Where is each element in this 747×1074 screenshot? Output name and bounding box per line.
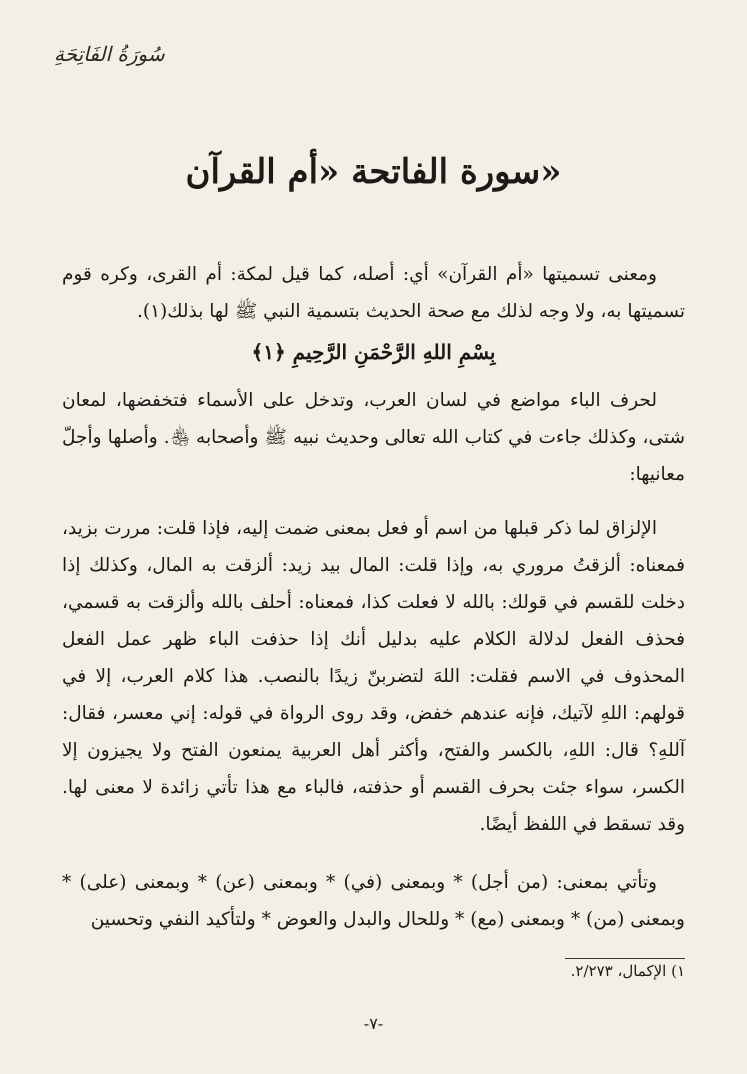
paragraph-ilzaq: الإلزاق لما ذكر قبلها من اسم أو فعل بمعنى ضمت إليه، فإذا قلت: مررت بزيد، فمعناه: ألزقتُ مروري به، وإذا قلت: المال بيد زيد: ألزقت به المال، وكذلك إذا دخلت للقسم في قولك: بالله لا فعلت كذا، فمعناه: أحلف بالله وألزقت به قسمي، فحذف الفعل لدلالة الكلام عليه بدليل أنك إذا حذفت الباء ظهر عمل الفعل المحذوف في الاسم فقلت: اللهَ لتضربنّ زيدًا بالنصب. هذا كلام العرب، إلا في قولهم: اللهِ لآتيك، فإنه عندهم خفض، وقد روى الرواة في قوله: إني معسر، فقال: آللهِ؟ قال: اللهِ، بالكسر والفتح، وأكثر أهل العربية يمنعون الفتح ولا يجيزون إلا الكسر، سواء جئت بحرف القسم أو حذفته، فالباء مع هذا تأتي زائدة لا معنى لها. وقد تسقط في اللفظ أيضًا. — [62, 518, 685, 835]
paragraph-meanings: وتأتي بمعنى: (من أجل) * وبمعنى (في) * وبمعنى (عن) * وبمعنى (على) * وبمعنى (من) * وبمعنى (مع) * وللحال والبدل والعوض * ولتأكيد النفي وتحسين — [62, 872, 685, 930]
chapter-title: سورة الفاتحة «أم القرآن» — [185, 152, 562, 192]
page-number: -٧- — [363, 1014, 384, 1033]
paragraph-ba: لحرف الباء مواضع في لسان العرب، وتدخل على الأسماء فتخفضها، لمعان شتى، وكذلك جاءت في كتاب الله تعالى وحديث نبيه ﷺ وأصحابه ﵃. وأصلها وأجلّ معانيها: — [62, 390, 685, 485]
intro-paragraph: ومعنى تسميتها «أم القرآن» أي: أصله، كما قيل لمكة: أم القرى، وكره قوم تسميتها به، ولا وجه لذلك مع صحة الحديث بتسمية النبي ﷺ لها بذلك(١). — [62, 264, 685, 322]
footnote-divider — [565, 958, 685, 959]
basmala-verse: بِسْمِ اللهِ الرَّحْمَنِ الرَّحِيمِ ﴿١﴾ — [251, 340, 496, 364]
running-head: سُورَةُ الفَاتِحَةِ — [54, 42, 165, 66]
footnote: ١) الإكمال، ٢/٢٧٣. — [570, 962, 685, 980]
